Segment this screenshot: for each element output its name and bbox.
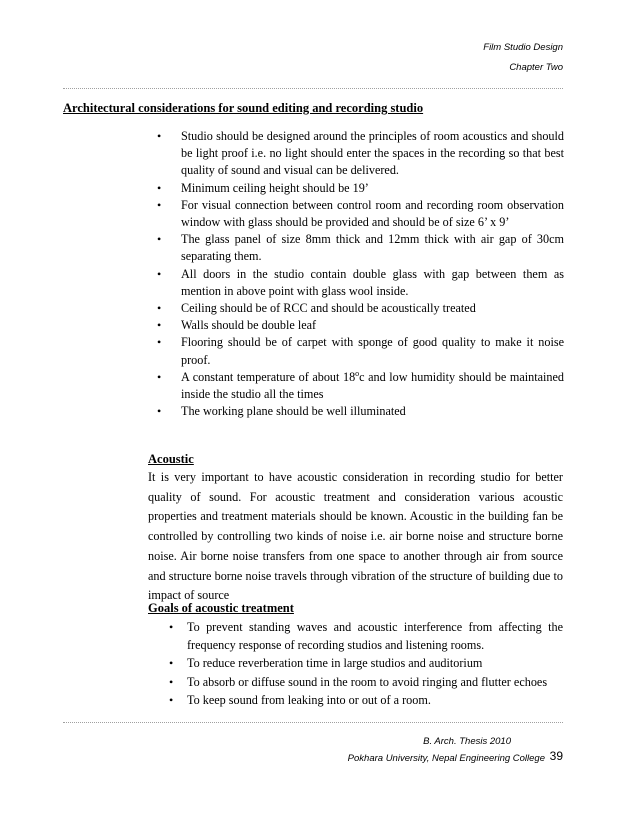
list-item: • The working plane should be well illuminated: [148, 403, 564, 420]
bullet-icon: •: [169, 620, 174, 634]
list-item: • Flooring should be of carpet with sponge of good quality to make it noise proof.: [157, 335, 564, 367]
list-item: • To prevent standing waves and acoustic interference from affecting the frequency response of recording studios and listening rooms.: [169, 620, 563, 653]
bullet-icon: •: [169, 674, 174, 689]
section-title: Architectural considerations for sound editing and recording studio: [63, 101, 424, 115]
list-item: • All doors in the studio contain double glass with gap between them as mention in above point with glass wool inside.: [157, 266, 564, 298]
bullet-icon: •: [157, 404, 162, 419]
list-item: • For visual connection between control room and recording room observation window with glass should be provided and should be of size 6’ x 9’: [157, 197, 564, 230]
bullet-icon: •: [157, 266, 162, 281]
list-item: • The glass panel of size 8mm thick and 12mm thick with air gap of 30cm separating them.: [157, 232, 564, 264]
bullet-icon: •: [157, 180, 162, 195]
running-header-chapter: Chapter Two: [509, 62, 563, 73]
list-item: • Ceiling should be of RCC and should be acoustically treated: [148, 300, 564, 317]
goals-list: [165, 618, 563, 709]
goals-heading: Goals of acoustic treatment: [148, 601, 294, 615]
header-divider: [63, 88, 563, 89]
bullet-icon: •: [169, 692, 174, 707]
footer-thesis: B. Arch. Thesis 2010: [423, 736, 511, 747]
running-header-title: Film Studio Design: [483, 42, 563, 53]
bullet-icon: •: [169, 656, 174, 671]
acoustic-heading: Acoustic: [148, 452, 194, 466]
list-item: • To absorb or diffuse sound in the room to avoid ringing and flutter echoes: [165, 673, 563, 691]
list-item: • To reduce reverberation time in large studios and auditorium: [165, 654, 563, 672]
list-item: • A constant temperature of about 18$^o$c and low humidity should be maintained inside the studio all the times: [157, 368, 564, 402]
list-item: • To keep sound from leaking into or out of a room.: [165, 691, 563, 709]
bullet-icon: •: [157, 318, 162, 333]
bullet-icon: •: [157, 301, 162, 316]
list-item: • Minimum ceiling height should be 19’: [148, 180, 564, 197]
list-item: • Walls should be double leaf: [148, 317, 564, 334]
footer-divider: [63, 722, 563, 723]
bullet-icon: •: [157, 129, 162, 143]
degree-superscript: o: [355, 368, 360, 378]
footer-institution: Pokhara University, Nepal Engineering College: [347, 753, 545, 764]
bullet-icon: •: [157, 232, 162, 247]
considerations-list: [148, 128, 564, 420]
bullet-icon: •: [157, 369, 162, 384]
page-number: 39: [549, 749, 563, 763]
list-item: • Studio should be designed around the principles of room acoustics and should be light proof i.e. no light should enter the spaces in the recording so that best quality of sound and visual can be delivered.: [157, 129, 564, 178]
acoustic-paragraph: It is very important to have acoustic consideration in recording studio for better quality of sound. For acoustic treatment and consideration various acoustic properties and treatment materials should be known. Acoustic in the building fan be controlled by controlling two kinds of noise i.e. air borne noise and structure borne noise. Air borne noise transfers from one space to another through air from source and structure borne noise travels through vibration of the structure of building due to impact of source: [148, 470, 563, 603]
bullet-icon: •: [157, 335, 162, 350]
bullet-icon: •: [157, 197, 162, 212]
